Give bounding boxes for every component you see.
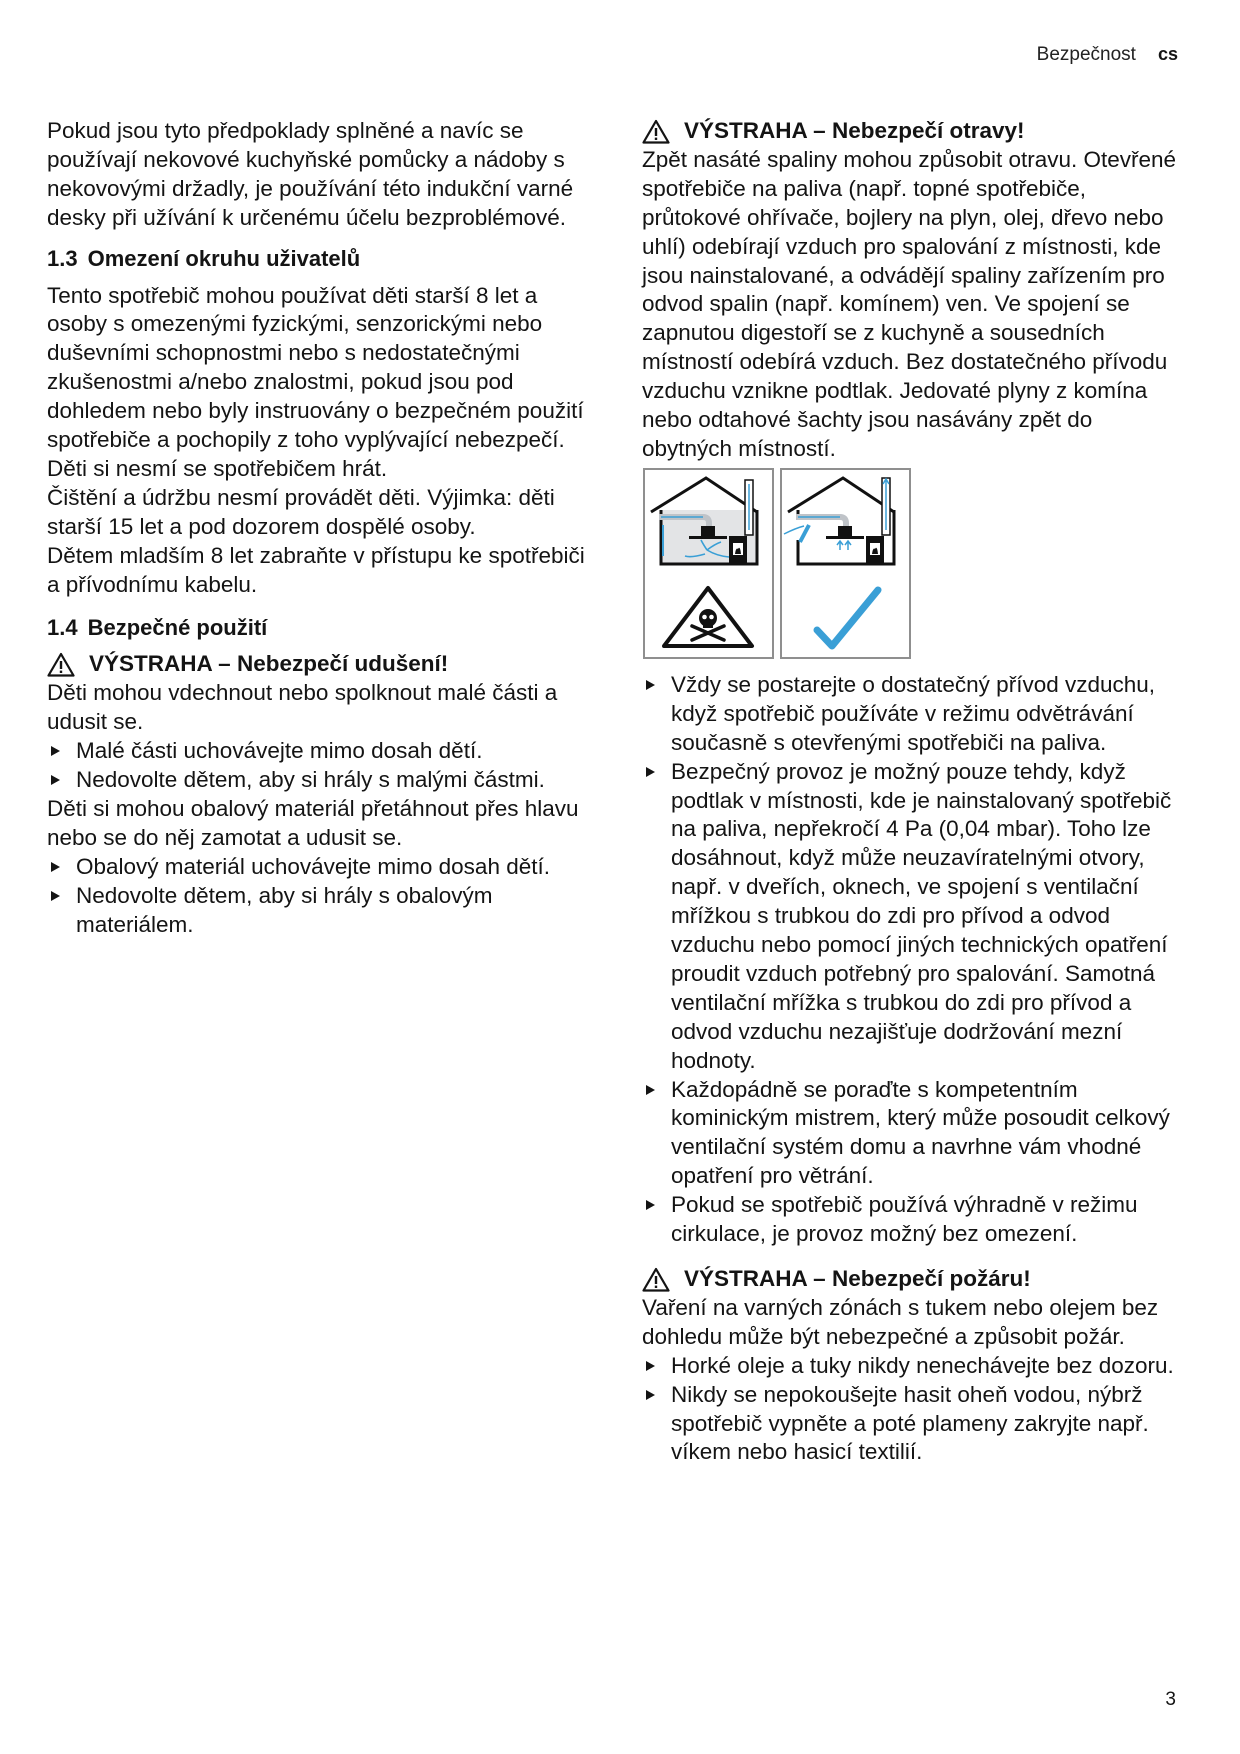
section-number: 1.3 xyxy=(47,245,78,271)
list-item-text: Obalový materiál uchovávejte mimo dosah dětí. xyxy=(76,853,550,879)
hood-body xyxy=(838,526,852,536)
warning-heading-suffocation xyxy=(47,650,587,679)
skull-eye xyxy=(702,615,707,620)
upward-airflow-arrows xyxy=(837,541,851,550)
left-column xyxy=(47,117,587,939)
section-heading-1-3 xyxy=(47,245,587,274)
skull-jaw xyxy=(703,623,713,628)
list-item xyxy=(47,766,587,795)
list-item xyxy=(642,1076,1182,1192)
section-title: Omezení okruhu uživatelů xyxy=(87,245,361,271)
list-item-text: Pokud se spotřebič používá výhradně v režimu cirkulace, je provoz možný bez omezení. xyxy=(671,1192,1138,1247)
section-number: 1.4 xyxy=(47,614,78,640)
list-item xyxy=(642,671,1182,758)
list-item-text: Vždy se postarejte o dostatečný přívod vzduchu, když spotřebič používáte v režimu odvětrávání současně s otevřenými spotřebiči na paliva. xyxy=(671,671,1156,755)
bullet-arrow-icon xyxy=(646,1361,655,1371)
page-number: 3 xyxy=(1165,1689,1176,1710)
bullet-arrow-icon xyxy=(646,1390,655,1400)
list-item xyxy=(47,882,587,940)
skull-eye xyxy=(709,615,714,620)
warning-heading-poisoning xyxy=(642,117,1182,146)
warning-triangle-icon xyxy=(642,119,670,144)
list-item xyxy=(47,853,587,882)
roof xyxy=(651,478,757,512)
bullet-arrow-icon xyxy=(646,1200,655,1210)
bullet-list xyxy=(642,1352,1182,1468)
bullet-arrow-icon xyxy=(51,891,60,901)
list-item-text: Nikdy se nepokoušejte hasit oheň vodou, nýbrž spotřebič vypněte a poté plameny zakryjte např. víkem nebo hasicí textilií. xyxy=(671,1381,1149,1465)
list-item-text: Nedovolte dětem, aby si hrály s obalovým materiálem. xyxy=(76,882,493,937)
bullet-arrow-icon xyxy=(646,1085,655,1095)
list-item xyxy=(642,1381,1182,1468)
paragraph: Tento spotřebič mohou používat děti starší 8 let a osoby s omezenými fyzickými, senzorickými nebo duševními schopnostmi nebo s nedostatečnými zkušenostmi a/nebo znalostmi, pokud jsou pod dohledem nebo byly instruovány o bezpečném použití spotřebiče a pochopily z toho vyplývající nebezpečí. xyxy=(47,282,584,453)
section-title: Bezpečné použití xyxy=(87,614,268,640)
window-open xyxy=(800,525,809,542)
bullet-list xyxy=(47,737,587,795)
hood-body xyxy=(701,526,715,536)
list-item-text: Bezpečný provoz je možný pouze tehdy, když podtlak v místnosti, kde je nainstalovaný spotřebič na paliva, nepřekročí 4 Pa (0,04 mbar). Toho lze dosáhnout, když může neuzavíratelnými otvory, např. v dveřích, oknech, ve spojení s ventilační mřížkou s trubkou do zdi pro přívod a odvod vzduchu nebo pomocí jiných technických opatření proudit vzduch potřebný pro spalování. Samotná ventilační mřížka s trubkou do zdi pro přívod a odvod vzduchu nezajišťuje dodržování mezní hodnoty. xyxy=(671,758,1172,1073)
bullet-list xyxy=(47,853,587,940)
bullet-arrow-icon xyxy=(51,775,60,785)
header-language-code: cs xyxy=(1157,44,1178,64)
warning-triangle-icon xyxy=(47,652,75,677)
list-item xyxy=(642,758,1182,1076)
paragraph: Děti si mohou obalový materiál přetáhnout přes hlavu nebo se do něj zamotat a udusit se. xyxy=(47,795,579,850)
bullet-arrow-icon xyxy=(51,746,60,756)
right-column xyxy=(642,117,1182,1467)
paragraph: Zpět nasáté spaliny mohou způsobit otravu. Otevřené spotřebiče na paliva (např. topné spotřebiče, průtokové ohřívače, bojlery na plyn, olej, dřevo nebo uhlí) odebírají vzduch pro spalování z místnosti, kde jsou nainstalované, a odvádějí spaliny zařízením pro odvod spalin (např. komínem) ven. Ve spojení se zapnutou digestoří se z kuchyně a sousedních místností odebírá vzduch. Bez dostatečného přívodu vzduchu vznikne podtlak. Jedovaté plyny z komína nebo odtahové šachty jsou nasávány zpět do obytných místností. xyxy=(642,146,1177,461)
figure-safe-ventilation xyxy=(780,468,911,659)
hood-canopy xyxy=(689,536,727,539)
ventilation-figures xyxy=(643,468,1182,659)
bullet-arrow-icon xyxy=(646,680,655,690)
running-header xyxy=(1037,44,1178,66)
checkmark-icon xyxy=(817,590,878,646)
paragraph: Vaření na varných zónách s tukem nebo olejem bez dohledu může být nebezpečné a způsobit požár. xyxy=(642,1294,1159,1349)
list-item xyxy=(642,1191,1182,1249)
paragraph: Děti mohou vdechnout nebo spolknout malé části a udusit se. xyxy=(47,680,558,735)
crossbones-icon xyxy=(692,626,724,640)
paragraph: Dětem mladším 8 let zabraňte v přístupu ke spotřebiči a přívodnímu kabelu. xyxy=(47,542,585,597)
bullet-arrow-icon xyxy=(646,767,655,777)
bullet-arrow-icon xyxy=(51,862,60,872)
warning-triangle-icon xyxy=(642,1267,670,1292)
fresh-air-arrow xyxy=(784,526,804,534)
list-item xyxy=(47,737,587,766)
list-item-text: Nedovolte dětem, aby si hrály s malými částmi. xyxy=(76,767,545,793)
section-heading-1-4 xyxy=(47,614,587,643)
house-hood-fireplace-illustration xyxy=(645,470,772,657)
intro-paragraph: Pokud jsou tyto předpoklady splněné a navíc se používají nekovové kuchyňské pomůcky a nádoby s nekovovými držadly, je používání této indukční varné desky při užívání k určenému účelu bezproblémové. xyxy=(47,118,574,230)
list-item-text: Horké oleje a tuky nikdy nenechávejte bez dozoru. xyxy=(671,1352,1174,1378)
list-item-text: Malé části uchovávejte mimo dosah dětí. xyxy=(76,738,483,764)
figure-unsafe-ventilation xyxy=(643,468,774,659)
warning-heading-fire xyxy=(642,1265,1182,1294)
warning-title: VÝSTRAHA – Nebezpečí otravy! xyxy=(684,118,1025,143)
paragraph: Děti si nesmí se spotřebičem hrát. xyxy=(47,455,388,481)
house-hood-fireplace-illustration xyxy=(782,470,909,657)
warning-title: VÝSTRAHA – Nebezpečí udušení! xyxy=(89,651,449,677)
paragraph: Čištění a údržbu nesmí provádět děti. Výjimka: děti starší 15 let a pod dozorem dospělé osoby. xyxy=(47,484,555,539)
roof xyxy=(788,478,894,512)
list-item-text: Každopádně se poraďte s kompetentním kominickým mistrem, který může posoudit celkový ventilační systém domu a navrhne vám vhodné opatření pro větrání. xyxy=(671,1076,1170,1189)
warning-title: VÝSTRAHA – Nebezpečí požáru! xyxy=(684,1266,1031,1291)
bullet-list xyxy=(642,671,1182,1249)
hood-canopy xyxy=(826,536,864,539)
header-section-title: Bezpečnost xyxy=(1036,44,1136,65)
list-item xyxy=(642,1352,1182,1381)
